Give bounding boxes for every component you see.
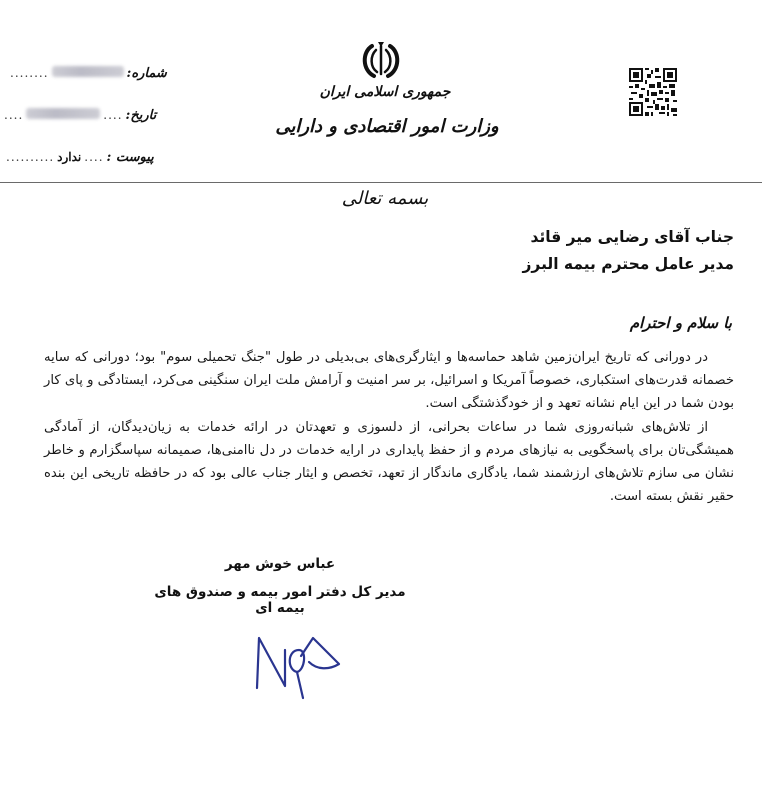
letter-attachment-value: ندارد [57,150,82,164]
header-divider [0,182,762,183]
addressee-name: جناب آقای رضایی میر قائد [530,228,734,246]
addressee-title: مدیر عامل محترم بیمه البرز [522,255,734,273]
invocation-heading: بسمه تعالی [341,188,429,209]
letter-date-value-obscured [26,108,100,119]
letter-date-dots-before: .... [103,108,123,122]
letter-attachment-label: پیوست : [106,150,154,165]
iran-emblem-icon [358,40,404,80]
qr-code-icon [627,66,679,118]
letter-body [44,346,734,508]
ministry-name: وزارت امور اقتصادی و دارایی [275,116,499,137]
letter-date-field [4,108,156,123]
letter-attachment-dots-after: .......... [6,150,55,164]
letter-attachment-field [6,150,154,165]
signer-title: مدیر کل دفتر امور بیمه و صندوق های بیمه ای [154,584,406,616]
signer-name: عباس خوش مهر [224,556,336,572]
body-paragraph: از تلاش‌های شبانه‌روزی شما در ساعات بحرانی، از دلسوزی و تعهدتان در ارائه خدمات به زیان‌دیدگان، از آمادگی همیشگی‌تان برای پاسخگویی به نیازهای مردم و از حفظ پایداری در ارایه خدمات در دل نا‌امنی‌ها، صمیمانه سپاسگزارم و خاطر نشان می سازم تلاش‌های ارزشمند شما، یادگاری ماندگار از تعهد، تخصص و ایثار جناب عالی بود که در حافظه تاریخی این بنده حقیر نقش بسته است. [44,419,734,505]
body-paragraph: در دورانی که تاریخ ایران‌زمین شاهد حماسه‌ها و ایثارگری‌های بی‌بدیلی در طول "جنگ تحمیلی سوم" بود؛ دورانی که سایه خصمانه قدرت‌های استکباری، خصوصاً آمریکا و اسرائیل، بر سر امنیت و آرامش ملت ایران سنگینی می‌کرد، ایستادگی و پای کار بودن شما در این ایام نشانه تعهد و از خودگذشتگی است. [44,350,734,412]
letter-date-label: تاریخ: [125,108,157,123]
greeting: با سلام و احترام [629,314,732,332]
letter-number-dots: ........ [10,66,49,80]
country-name: جمهوری اسلامی ایران [319,84,451,100]
letter-number-value-obscured [52,66,124,77]
letter-attachment-dots-before: .... [84,150,104,164]
letter-number-field [10,66,167,81]
letter-number-label: شماره: [126,66,167,81]
letter-date-dots-after: .... [4,108,24,122]
handwritten-signature-icon [235,620,355,700]
